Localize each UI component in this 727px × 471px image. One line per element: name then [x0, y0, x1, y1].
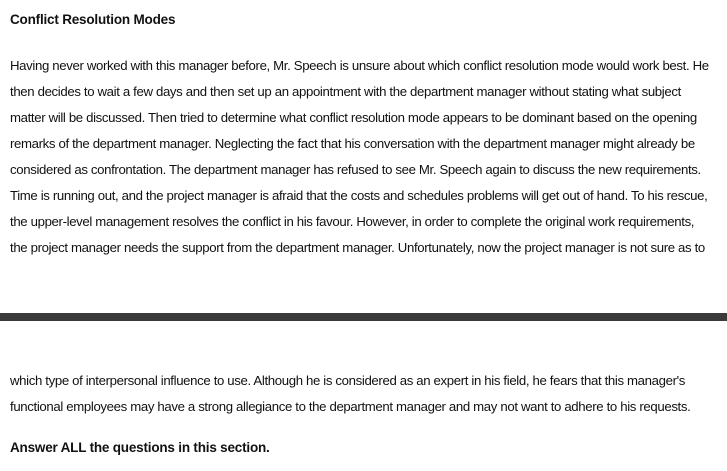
- paragraph-line: considered as confrontation. The department manager has refused to see Mr. Speech again to discuss the new requirements.: [10, 162, 701, 177]
- paragraph-line: matter will be discussed. Then tried to determine what conflict resolution mode appears to be dominant based on the opening: [10, 110, 697, 125]
- paragraph-line: which type of interpersonal influence to use. Although he is considered as an expert in his field, he fears that this manager's: [10, 373, 686, 388]
- page-break-divider: [0, 313, 727, 321]
- paragraph-line: the upper-level management resolves the conflict in his favour. However, in order to complete the original work requirements,: [10, 214, 695, 229]
- section-instruction: Answer ALL the questions in this section.: [10, 440, 270, 455]
- paragraph-line: then decides to wait a few days and then set up an appointment with the department manager without stating what subject: [10, 84, 681, 99]
- paragraph-line: remarks of the department manager. Neglecting the fact that his conversation with the department manager might already be: [10, 136, 695, 151]
- paragraph-line: Having never worked with this manager before, Mr. Speech is unsure about which conflict resolution mode would work best. He: [10, 58, 709, 73]
- case-paragraph-2: [10, 368, 690, 420]
- paragraph-line: Time is running out, and the project manager is afraid that the costs and schedules problems will get out of hand. To his rescue,: [10, 188, 708, 203]
- paragraph-line: functional employees may have a strong allegiance to the department manager and may not want to adhere to his requests.: [10, 399, 691, 414]
- paragraph-line: the project manager needs the support from the department manager. Unfortunately, now the project manager is not sure as to: [10, 240, 705, 255]
- case-paragraph-1: [10, 53, 709, 261]
- section-title: Conflict Resolution Modes: [10, 12, 176, 27]
